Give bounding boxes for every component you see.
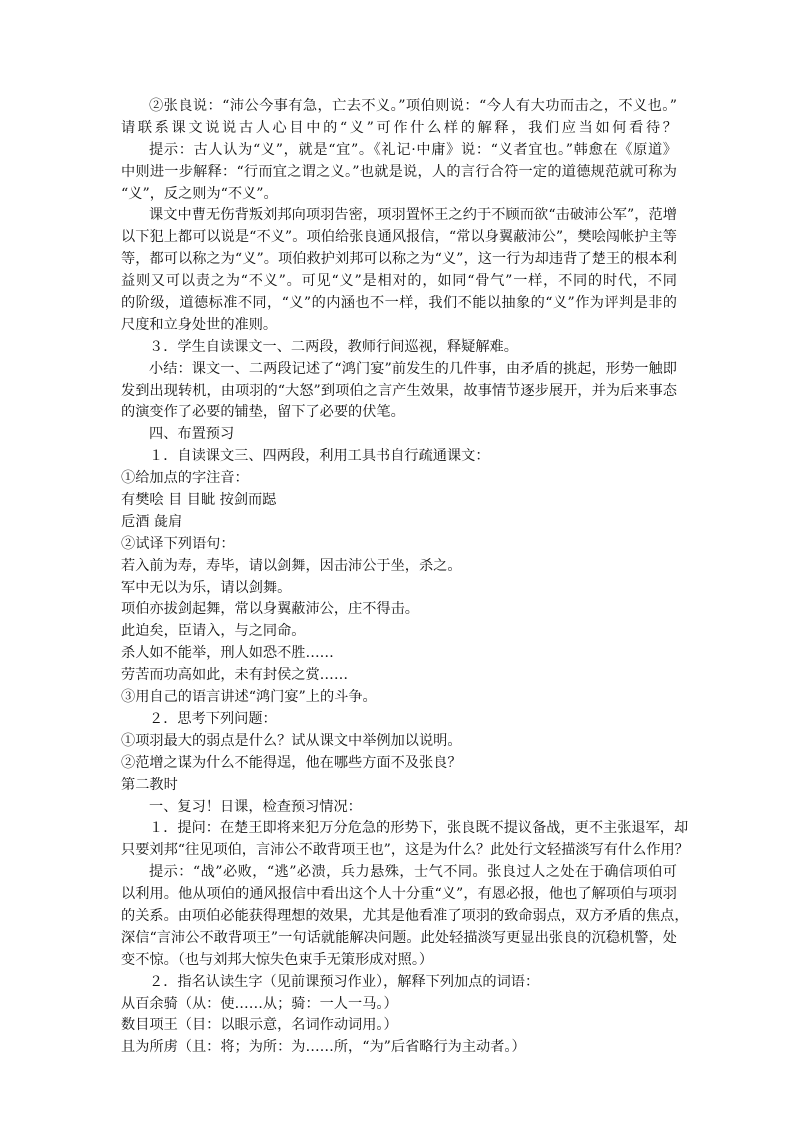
text-line: 从百余骑（从：使……从；骑：一人一马。） [121, 995, 398, 1012]
text-line: 军中无以为乐，请以剑舞。 [121, 579, 292, 596]
text-line: 益则又可以责之为“不义”。可见“义”是相对的，如同“骨气”一样，不同的时代，不同 [121, 273, 677, 290]
document-page [121, 96, 689, 1059]
text-line: 的阶级，道德标准不同，“义”的内涵也不一样，我们不能以抽象的“义”作为评判是非的 [121, 295, 677, 312]
text-line: 提示：古人认为“义”，就是“宜”。《礼记·中庸》说：“义者宜也。”韩愈在《原道》 [149, 141, 677, 158]
text-line: 只要刘邦“往见项伯，言沛公不敢背项王也”，这是为什么？此处行文轻描淡写有什么作用？ [121, 842, 689, 859]
text-line: 课文中曹无伤背叛刘邦向项羽告密，项羽置怀王之约于不顾而欲“击破沛公军”，范增 [149, 207, 677, 224]
text-line: １．提问：在楚王即将来犯万分危急的形势下，张良既不提议备战，更不主张退军，却 [149, 820, 689, 837]
text-line: ①给加点的字注音： [121, 470, 249, 487]
text-line: ③用自己的语言讲述“鸿门宴”上的斗争。 [121, 689, 377, 706]
text-line: ②试译下列语句： [121, 535, 235, 552]
text-line: ①项羽最大的弱点是什么？试从课文中举例加以说明。 [121, 732, 462, 749]
text-line: 此迫矣，臣请入，与之同命。 [121, 623, 306, 640]
text-line: 小结：课文一、二两段记述了“鸿门宴”前发生的几件事，由矛盾的挑起，形势一触即 [149, 360, 677, 377]
text-line: 等，都可以称之为“义”。项伯救护刘邦可以称之为“义”，这一行为却违背了楚王的根本利 [121, 251, 677, 268]
text-line: 且为所虏（且：将；为所：为……所，“为”后省略行为主动者。） [121, 1039, 526, 1056]
text-line: “义”，反之则为“不义”。 [121, 185, 278, 202]
text-line: ３．学生自读课文一、二两段，教师行间巡视，释疑解难。 [149, 338, 518, 355]
text-line: 以下犯上都可以说是“不义”。项伯给张良通风报信，“常以身翼蔽沛公”，樊哙闯帐护主等 [121, 229, 677, 246]
text-line: 发到出现转机，由项羽的“大怒”到项伯之言产生效果，故事情节逐步展开，并为后来事态 [121, 382, 677, 399]
text-line: 第二教时 [121, 776, 178, 793]
text-line: 深信“言沛公不敢背项王”一句话就能解决问题。此处轻描淡写更显出张良的沉稳机警，处 [121, 929, 677, 946]
text-line: 四、布置预习 [149, 426, 235, 443]
text-line: 数目项王（目：以眼示意，名词作动词用。） [121, 1017, 398, 1034]
text-line: 卮酒 彘肩 [121, 513, 183, 530]
text-line: 劳苦而功高如此，未有封侯之赏…… [121, 667, 349, 684]
text-line: 提示：“战”必败，“逃”必溃，兵力悬殊，士气不同。张良过人之处在于确信项伯可 [149, 864, 677, 881]
text-line: 请联系课文说说古人心目中的“义”可作什么样的解释，我们应当如何看待？ [121, 119, 677, 136]
text-line: 尺度和立身处世的准则。 [121, 316, 278, 333]
text-line: 项伯亦拔剑起舞，常以身翼蔽沛公，庄不得击。 [121, 601, 419, 618]
text-line: 中则进一步解释：“行而宜之谓之义。”也就是说，人的言行合符一定的道德规范就可称为 [121, 163, 677, 180]
text-line: 有樊哙 目 目眦 按剑而跽 [121, 492, 277, 509]
text-line: 一、复习！日课，检查预习情况： [149, 798, 362, 815]
text-line: ②张良说：“沛公今事有急，亡去不义。”项伯则说：“今人有大功而击之，不义也。” [149, 98, 677, 114]
text-line: ２．思考下列问题： [149, 710, 277, 727]
text-line: ２．指名认读生字（见前课预习作业），解释下列加点的词语： [149, 973, 540, 990]
text-line: 杀人如不能举，刑人如恐不胜…… [121, 645, 334, 662]
text-line: 若入前为寿，寿毕，请以剑舞，因击沛公于坐，杀之。 [121, 557, 462, 574]
text-line: 变不惊。（也与刘邦大惊失色束手无策形成对照。） [121, 951, 434, 968]
text-line: １．自读课文三、四两段，利用工具书自行疏通课文： [149, 448, 490, 465]
text-line: 的关系。由项伯必能获得理想的效果，尤其是他看准了项羽的致命弱点，双方矛盾的焦点， [121, 907, 689, 924]
text-line: 以利用。他从项伯的通风报信中看出这个人十分重“义”，有恩必报，他也了解项伯与项羽 [121, 886, 677, 903]
text-line: 的演变作了必要的铺垫，留下了必要的伏笔。 [121, 404, 405, 421]
text-line: ②范增之谋为什么不能得逞，他在哪些方面不及张良？ [121, 754, 462, 771]
